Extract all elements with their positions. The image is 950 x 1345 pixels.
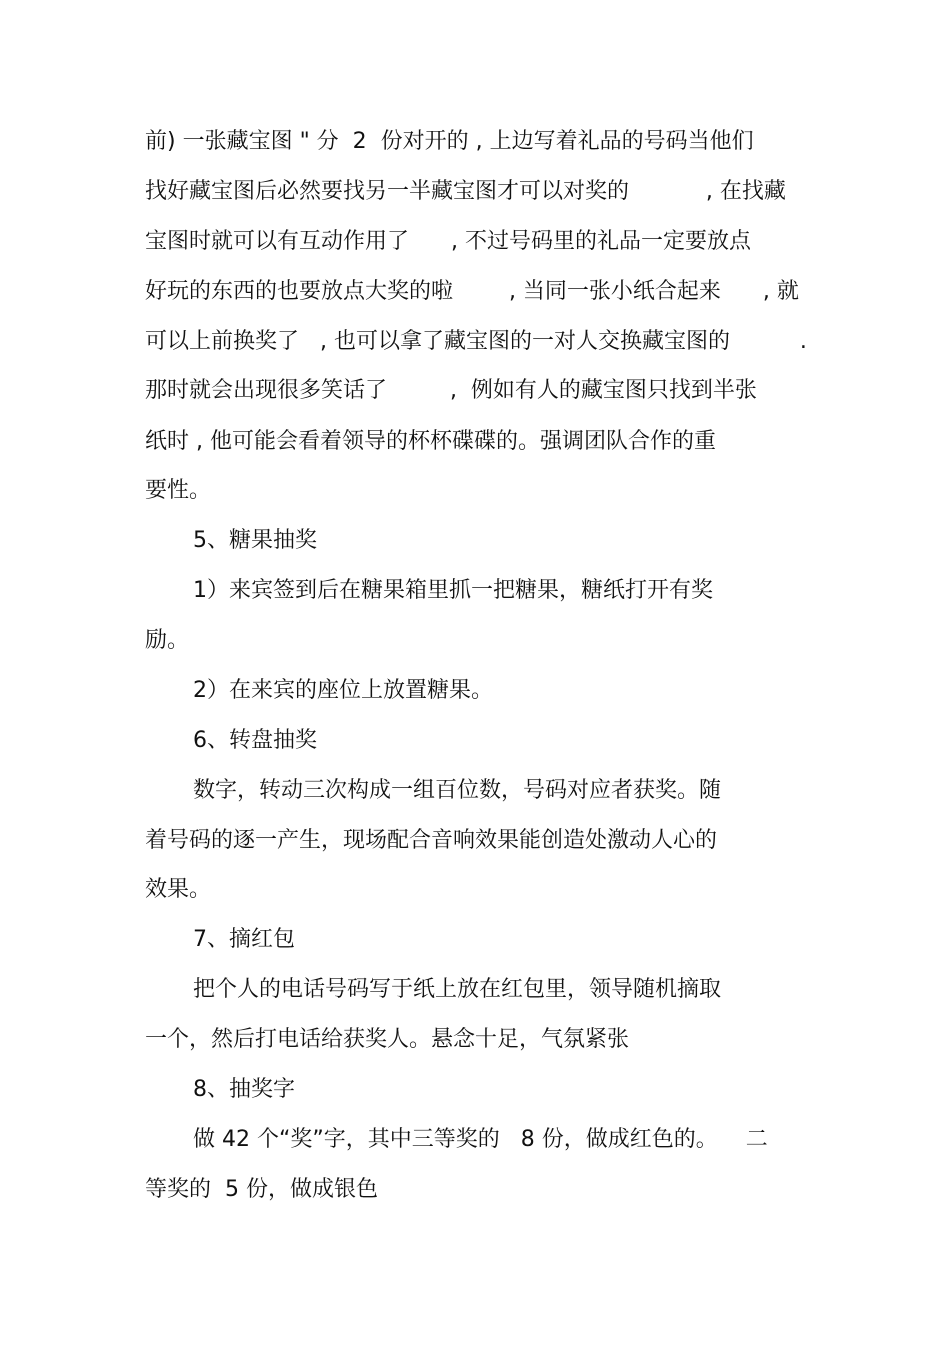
text-line: 做 42 个“奖”字，其中三等奖的 8 份，做成红色的。 二 (193, 1127, 768, 1152)
text-line: 把个人的电话号码写于纸上放在红包里，领导随机摘取 (193, 977, 722, 1002)
text-line: 数字，转动三次构成一组百位数，号码对应者获奖。随 (193, 778, 722, 803)
section-heading: 6、转盘抽奖 (193, 728, 317, 753)
text-line: 可以上前换奖了 , 也可以拿了藏宝图的一对人交换藏宝图的 . (145, 329, 807, 354)
text-line: 等奖的 5 份，做成银色 (145, 1177, 378, 1202)
text-line: 前) 一张藏宝图 " 分 2 份对开的 , 上边写着礼品的号码当他们 (145, 129, 754, 154)
text-line: 2）在来宾的座位上放置糖果。 (193, 678, 493, 703)
section-heading: 5、糖果抽奖 (193, 528, 317, 553)
section-heading: 8、抽奖字 (193, 1077, 295, 1102)
text-line: 励。 (145, 628, 190, 653)
text-line: 纸时 , 他可能会看着领导的杯杯碟碟的。强调团队合作的重 (145, 429, 716, 454)
text-line: 效果。 (145, 877, 212, 902)
text-line: 要性。 (145, 478, 212, 503)
text-line: 着号码的逐一产生，现场配合音响效果能创造处激动人心的 (145, 828, 718, 853)
text-line: 1）来宾签到后在糖果箱里抓一把糖果，糖纸打开有奖 (193, 578, 713, 603)
text-line: 宝图时就可以有互动作用了 , 不过号码里的礼品一定要放点 (145, 229, 751, 254)
text-line: 那时就会出现很多笑话了 , 例如有人的藏宝图只找到半张 (145, 378, 757, 403)
text-line: 找好藏宝图后必然要找另一半藏宝图才可以对奖的 , 在找藏 (145, 179, 786, 204)
text-line: 好玩的东西的也要放点大奖的啦 , 当同一张小纸合起来 , 就 (145, 279, 799, 304)
section-heading: 7、摘红包 (193, 927, 295, 952)
text-line: 一个，然后打电话给获奖人。悬念十足，气氛紧张 (145, 1027, 630, 1052)
